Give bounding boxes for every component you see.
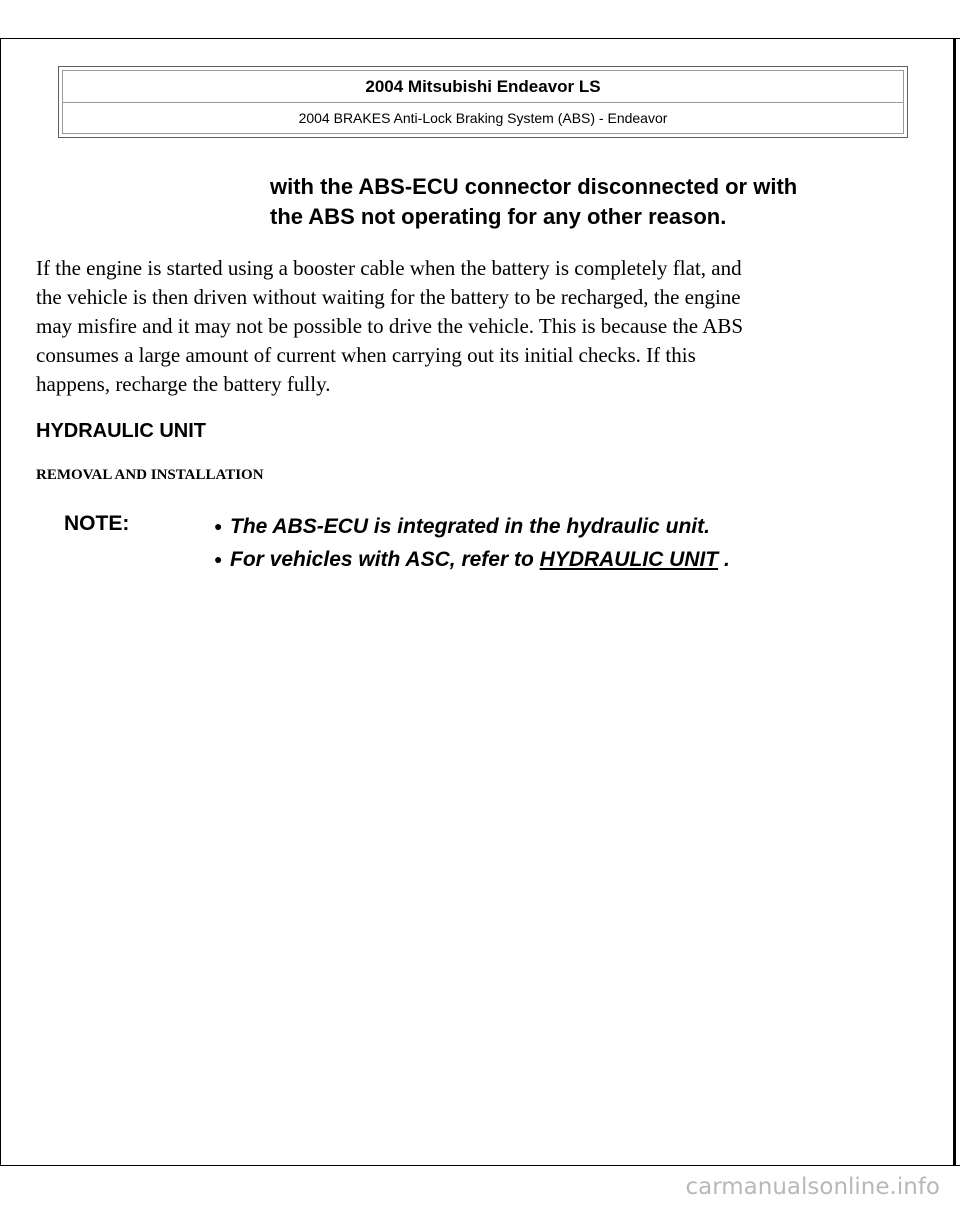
note-item-text: The ABS-ECU is integrated in the hydraulic unit. xyxy=(230,515,710,538)
section-subtitle: 2004 BRAKES Anti-Lock Braking System (ABS) - Endeavor xyxy=(298,110,668,126)
paragraph-line-1: If the engine is started using a booster cable when the battery is completely flat, and xyxy=(36,256,742,280)
warning-continuation xyxy=(270,172,910,232)
warning-line-2: the ABS not operating for any other reason. xyxy=(270,204,727,229)
hydraulic-unit-link[interactable]: HYDRAULIC UNIT xyxy=(539,548,719,571)
paragraph-line-4: consumes a large amount of current when carrying out its initial checks. If this xyxy=(36,343,696,367)
vehicle-title: 2004 Mitsubishi Endeavor LS xyxy=(63,71,903,103)
note-item xyxy=(214,514,730,547)
section-heading: HYDRAULIC UNIT xyxy=(36,420,206,442)
page-bottom-rule xyxy=(0,1165,960,1166)
bullet-icon: ● xyxy=(214,551,223,567)
note-item xyxy=(214,547,730,580)
paragraph-line-2: the vehicle is then driven without waiting for the battery to be recharged, the engine xyxy=(36,285,741,309)
booster-cable-paragraph xyxy=(36,254,916,399)
paragraph-line-5: happens, recharge the battery fully. xyxy=(36,372,331,396)
document-header-inner xyxy=(62,70,904,134)
note-item-prefix: For vehicles with ASC, refer to xyxy=(230,548,540,571)
note-label: NOTE: xyxy=(64,512,130,535)
removal-installation-heading: REMOVAL AND INSTALLATION xyxy=(36,467,264,483)
document-header xyxy=(58,66,908,138)
paragraph-line-3: may misfire and it may not be possible to drive the vehicle. This is because the ABS xyxy=(36,314,744,338)
warning-line-1: with the ABS-ECU connector disconnected or with xyxy=(270,174,798,199)
note-item-suffix: . xyxy=(718,548,730,571)
note-list xyxy=(214,514,730,580)
bullet-icon: ● xyxy=(214,518,223,534)
watermark: carmanualsonline.info xyxy=(685,1174,940,1200)
